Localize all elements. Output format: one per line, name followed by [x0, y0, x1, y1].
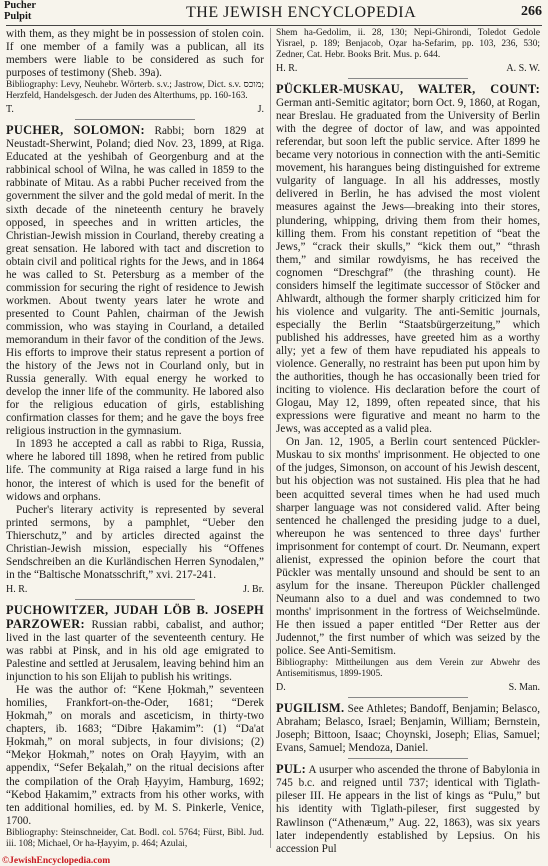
signature-right: S. Man.: [508, 682, 540, 694]
page-number: 266: [521, 4, 542, 19]
bibliography-continued: Shem ha-Gedolim, ii. 28, 130; Nepi-Ghirondi, Toledot Gedole Yisrael, p. 189; Benjacob, Oẓar ha-Sefarim, pp. 103, 236, 530; Zedner, Cat. Hebr. Books Brit. Mus. p. 644.: [276, 28, 540, 60]
entry-paragraph: In 1893 he accepted a call as rabbi to Riga, Russia, where he labored till 1898, when he retired from public life. The community at Riga raised a large fund in his honor, the interest of which is used for the benefit of widows and orphans.: [6, 438, 264, 503]
entry-paragraph: Pucher's literary activity is represented by several printed sermons, by a pamphlet, “Ueber den Thierschutz,” and by articles directed against the Christian-Jewish mission, especially his “Offenes Sendschreiben an die Kurländischen Herren Synodalen,” in the “Baltische Monatsschrift,” xvi. 217-241.: [6, 503, 264, 581]
signature-right: J. Br.: [243, 583, 264, 595]
signature-left: H. R.: [6, 583, 28, 595]
signature-line: [6, 583, 264, 596]
entry-separator: [75, 599, 195, 600]
header-rule: [6, 25, 542, 26]
entry-title-pugilism: PUGILISM.: [276, 701, 345, 716]
page-header: [0, 0, 548, 24]
source-watermark: ©JewishEncyclopedia.com: [2, 856, 111, 866]
right-column: [276, 28, 540, 856]
entry-title-puckler: PÜCKLER-MUSKAU, WALTER, COUNT:: [276, 82, 540, 97]
entry-separator: [348, 697, 468, 698]
bibliography: Bibliography: Levy, Neuhebr. Wörterb. s.v.; Jastrow, Dict. s.v. מוכס; Herzfeld, Handelsgesch. der Juden des Alterthums, pp. 160-163.: [6, 80, 264, 102]
left-column: [6, 28, 264, 850]
entry-text: See Athletes; Bandoff, Benjamin; Belasco, Abraham; Belasco, Israel; Benjamin, William; Bernstein, Joseph; Bittoon, Isaac; Choynski, Joseph; Elias, Samuel; Evans, Samuel; Mendoza, Daniel.: [276, 703, 540, 755]
entry-text: German anti-Semitic agitator; born Oct. 9, 1860, at Rogan, near Breslau. He graduated from the University of Berlin with the degree of doctor of law, and was appointed referendar, but soon left the public service. After 1899 he became very notorious in connection with the anti-Semitic movement, his harangues being distinguished for extreme vulgarity of language. In all his addresses, mostly delivered in Berlin, he has advised the most violent measures against the Jews—breaking into their stores, plundering, whipping, driving them from their homes, killing them. From his constant repetition of “beat the Jews,” “crack their skulls,” “kick them out,” “thrash them,” and similar rowdyisms, he has received the cognomen “Dreschgraf” (the thrashing count). He considers himself the legitimate successor of Stöcker and Ahlwardt, although the former sharply criticized him for his violence and vulgarity. The anti-Semitic journals, especially the Berlin “Staatsbürgerzeitung,” which published his addresses, have greeted him as a worthy ally; yet a few of them have repudiated his appeals to violence. Generally, no restraint has been put upon him by the authorities, though he has occasionally been tried for inciting to violence. His declaration before the court of Glogau, May 12, 1899, often repeated since, that his expressions were figurative and meant no harm to the Jews, was accepted as a valid plea.: [276, 97, 540, 436]
entry-paragraph: On Jan. 12, 1905, a Berlin court sentenced Pückler-Muskau to six months' imprisonment. He objected to one of the judges, Simonson, on account of his Jewish descent, but his objection was not sustained. His plea that he had been acquitted several times when he had used much sharper language was not considered valid. After being sentenced he challenged the presiding judge to a duel, whereupon he was sentenced to three days' further imprisonment for contempt of court. Dr. Neumann, expert alienist, expressed the opinion before the court that Pückler was mentally unsound and should be sent to an asylum for the insane. Thereupon Pückler challenged Neumann also to a duel and was condemned to two months' imprisonment in the fortress of Weichselmünde. He then issued a paper entitled “Der Retter aus der Judennot,” the first number of which was seized by the police. See Anti-Semitism.: [276, 436, 540, 658]
page-title: THE JEWISH ENCYCLOPEDIA: [186, 4, 417, 21]
signature-left: D.: [276, 682, 286, 694]
entry-separator: [348, 758, 468, 759]
entry-text: A usurper who ascended the throne of Babylonia in 745 b.c. and reigned until 737; identical with Tiglath-pileser III. He appears in the list of kings as “Pulu,” but his identity with Tiglath-pileser, first suggested by Rawlinson (“Athenæum,” Aug. 22, 1863), was six years later independently established by Lepsius. On his accession Pul: [276, 764, 541, 855]
signature-line: [6, 103, 264, 116]
bibliography: Bibliography: Steinschneider, Cat. Bodl. col. 5764; Fürst, Bibl. Jud. iii. 108; Michael, Or ha-Ḥayyim, p. 464; Azulai,: [6, 827, 264, 849]
signature-right: J.: [257, 104, 264, 116]
entry-paragraph: He was the author of: “Kene Ḥokmah,” seventeen homilies, Frankfort-on-the-Oder, 1681; “Derek Ḥokmah,” on morals and asceticism, in thirty-two chapters, ib. 1683; “Dibre Ḥakamim”: (1) “Da'at Ḥokmah,” on moral subjects, in four divisions; (2) “Meḳor Ḥokmah,” notes on Oraḥ Ḥayyim, with an appendix, “Sefer Beḳalah,” on the ritual decisions after the compilation of the Oraḥ Ḥayyim, Hamburg, 1692; “Kebod Ḥakamim,” extracts from his other works, with ten additional homilies, ed. by M. S. Pinkerle, Venice, 1700.: [6, 684, 264, 827]
entry-separator: [75, 119, 195, 120]
entry-title-puchowitzer: PUCHOWITZER, JUDAH LÖB B. JOSEPH PARZOWER:: [6, 602, 264, 631]
running-head: Pucher Pulpit: [4, 0, 37, 22]
signature-left: H. R.: [276, 63, 298, 74]
entry-text: Russian rabbi, cabalist, and author; lived in the last quarter of the seventeenth century. He was rabbi at Pinsk, and in his old age emigrated to Palestine and settled at Jerusalem, leaving behind him an injunction to his son Elijah to publish his writings.: [6, 618, 265, 684]
signature-right: A. S. W.: [506, 63, 540, 74]
signature-left: T.: [6, 104, 14, 116]
column-divider: [270, 28, 271, 848]
entry-title-pucher: PUCHER, SOLOMON:: [6, 123, 145, 138]
entry-title-pul: PUL:: [276, 762, 307, 777]
continued-text: with them, as they might be in possession of stolen coin. If one member of a family was a publican, all its members were liable to be considered as such for purposes of testimony (Sheb. 39a).: [6, 28, 264, 80]
bibliography: Bibliography: Mittheilungen aus dem Verein zur Abwehr des Antisemitismus, 1899-1905.: [276, 658, 540, 680]
signature-line: [276, 62, 540, 75]
signature-line: [276, 681, 540, 694]
entry-separator: [348, 78, 468, 79]
entry-text: Rabbi; born 1829 at Neustadt-Sherwint, Poland; died Nov. 23, 1899, at Riga. Educated at the yeshibah of Georgenburg and at the rabbinical school of Wilna, he was called in 1859 to the rabbinate of Mitau. As a rabbi Pucher received from the government the silver and the gold medal of merit. In the sixth decade of the nineteenth century he bravely opposed, in speeches and in written articles, the Christian-Jewish mission in Courland, thereby creating a great sensation. He labored with tact and discretion to obtain civil and political rights for the Jews, and in 1864 he was called to St. Petersburg as a member of the commission for securing the right of residence to Jewish workmen. About twenty years later he wrote and presented to Count Pahlen, chairman of the Jewish commission, who was staying in Courland, a detailed memorandum in their favor of the condition of the Jews. His efforts to improve their status represent a portion of the history of the Jews not in Courland only, but in Russia generally. With equal energy he worked to develop the inner life of the community. He labored also for the religious education of girls, establishing confirmation classes for them; and he gave the boys free religious instruction in the gymnasium.: [6, 125, 264, 438]
